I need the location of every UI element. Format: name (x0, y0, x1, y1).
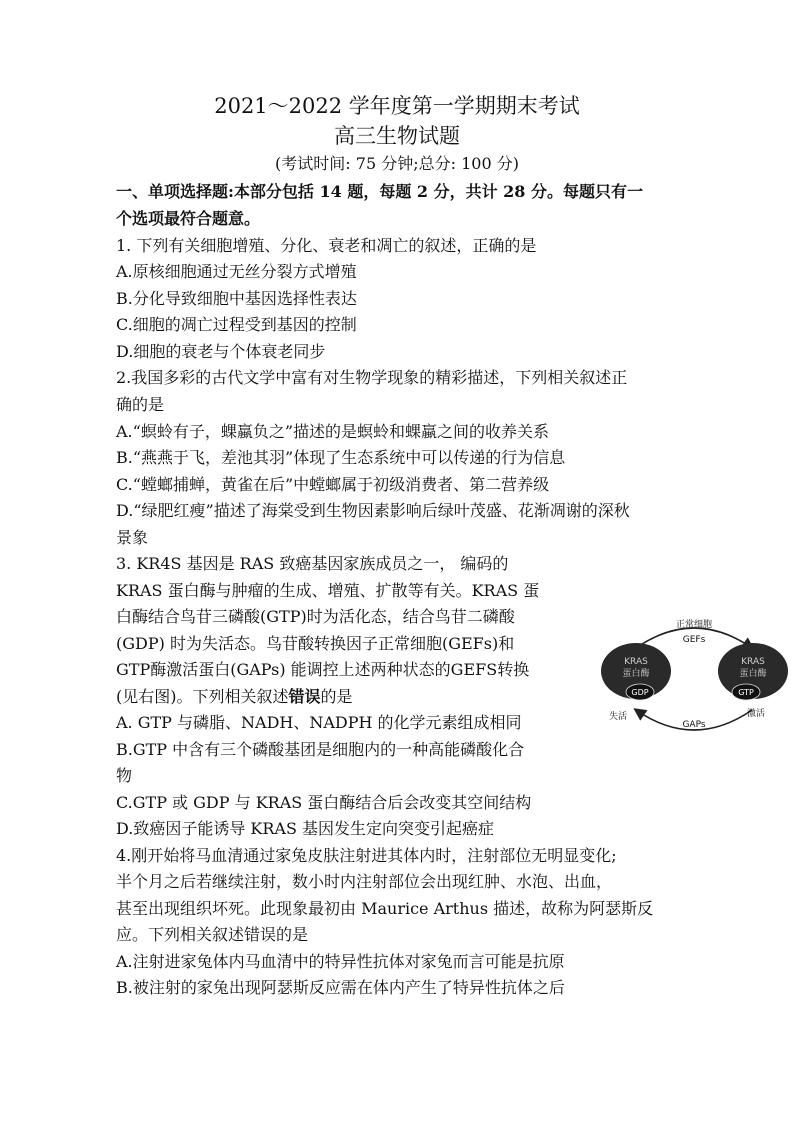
q3-stem-line6-post: 的是 (320, 687, 353, 706)
gefs-label: GEFs (682, 635, 706, 645)
right-protein-label-2: 蛋白酶 (739, 669, 767, 679)
q2-option-d-line2: 景象 (116, 528, 149, 547)
q2-stem-line1: 2.我国多彩的古代文学中富有对生物学现象的精彩描述，下列相关叙述正 (116, 368, 628, 387)
q1-option-a: A.原核细胞通过无丝分裂方式增殖 (116, 262, 357, 281)
right-nucleotide-label: GTP (738, 688, 754, 697)
q1-option-d: D.细胞的衰老与个体衰老同步 (116, 342, 326, 361)
q3-option-a: A. GTP 与磷脂、NADH、NADPH 的化学元素组成相同 (116, 713, 522, 732)
q4-option-b: B.被注射的家兔出现阿瑟斯反应需在体内产生了特异性抗体之后 (116, 978, 565, 997)
q3-stem-line1: 3. KR4S 基因是 RAS 致癌基因家族成员之一， 编码的 (116, 554, 509, 573)
inactive-state-label: 失活 (608, 712, 628, 722)
kras-cycle-svg (596, 616, 792, 742)
exam-info: (考试时间: 75 分钟;总分: 100 分) (275, 154, 519, 173)
q1-option-b: B.分化导致细胞中基因选择性表达 (116, 289, 357, 308)
q4-stem-line2: 半个月之后若继续注射，数小时内注射部位会出现红肿、水泡、出血， (116, 872, 613, 891)
q2-option-b: B.“燕燕于飞，差池其羽”体现了生态系统中可以传递的行为信息 (116, 448, 566, 467)
q1-stem: 1. 下列有关细胞增殖、分化、衰老和凋亡的叙述，正确的是 (116, 236, 537, 255)
q3-stem-line4: (GDP) 时为失活态。鸟苷酸转换因子正常细胞(GEFs)和 (116, 634, 515, 653)
q3-stem-line6 (116, 685, 353, 709)
q1-option-c: C.细胞的凋亡过程受到基因的控制 (116, 315, 357, 334)
q4-stem-line1: 4.刚开始将马血清通过家兔皮肤注射进其体内时，注射部位无明显变化; (116, 846, 617, 865)
q3-option-d: D.致癌因子能诱导 KRAS 基因发生定向突变引起癌症 (116, 819, 495, 838)
q3-option-c: C.GTP 或 GDP 与 KRAS 蛋白酶结合后会改变其空间结构 (116, 793, 532, 812)
q3-stem-line6-pre: (见右图)。下列相关叙述 (116, 687, 289, 706)
gaps-label: GAPs (682, 720, 706, 730)
q3-stem-line5: GTP酶激活蛋白(GAPs) 能调控上述两种状态的GEFS转换 (116, 660, 530, 679)
q2-option-d-line1: D.“绿肥红瘦”描述了海棠受到生物因素影响后绿叶茂盛、花渐凋谢的深秋 (116, 501, 630, 520)
left-protein-label-2: 蛋白酶 (622, 669, 650, 679)
exam-title: 2021～2022 学年度第一学期期末考试 (214, 94, 580, 118)
exam-subtitle: 高三生物试题 (334, 124, 460, 148)
q3-stem-line2: KRAS 蛋白酶与肿瘤的生成、增殖、扩散等有关。KRAS 蛋 (116, 581, 540, 600)
left-nucleotide-label: GDP (631, 688, 649, 697)
left-protein-label-1: KRAS (624, 657, 648, 667)
section-heading-line2: 个选项最符合题意。 (116, 209, 261, 228)
q4-option-a: A.注射进家兔体内马血清中的特异性抗体对家兔而言可能是抗原 (116, 952, 565, 971)
active-state-label: 激活 (746, 709, 766, 719)
section-heading-line1: 一、单项选择题:本部分包括 14 题，每题 2 分，共计 28 分。每题只有一 (116, 182, 643, 201)
top-label: 正常细胞 (675, 620, 713, 630)
right-protein-label-1: KRAS (741, 657, 765, 667)
q2-option-a: A.“螟蛉有子，蜾蠃负之”描述的是螟蛉和蜾蠃之间的收养关系 (116, 422, 550, 441)
q2-stem-line2: 确的是 (116, 395, 165, 414)
q4-stem-line3: 甚至出现组织坏死。此现象最初由 Maurice Arthus 描述，故称为阿瑟斯反 (116, 899, 654, 918)
q3-option-b-line1: B.GTP 中含有三个磷酸基团是细胞内的一种高能磷酸化合 (116, 740, 525, 759)
q3-emphasis-error: 错误 (288, 687, 321, 706)
q2-option-c: C.“螳螂捕蝉，黄雀在后”中螳螂属于初级消费者、第二营养级 (116, 475, 550, 494)
q3-option-b-line2: 物 (116, 766, 133, 785)
q4-stem-line4: 应。下列相关叙述错误的是 (116, 925, 309, 944)
q3-stem-line3: 白酶结合鸟苷三磷酸(GTP)时为活化态，结合鸟苷二磷酸 (116, 607, 515, 626)
kras-cycle-diagram (596, 616, 792, 742)
